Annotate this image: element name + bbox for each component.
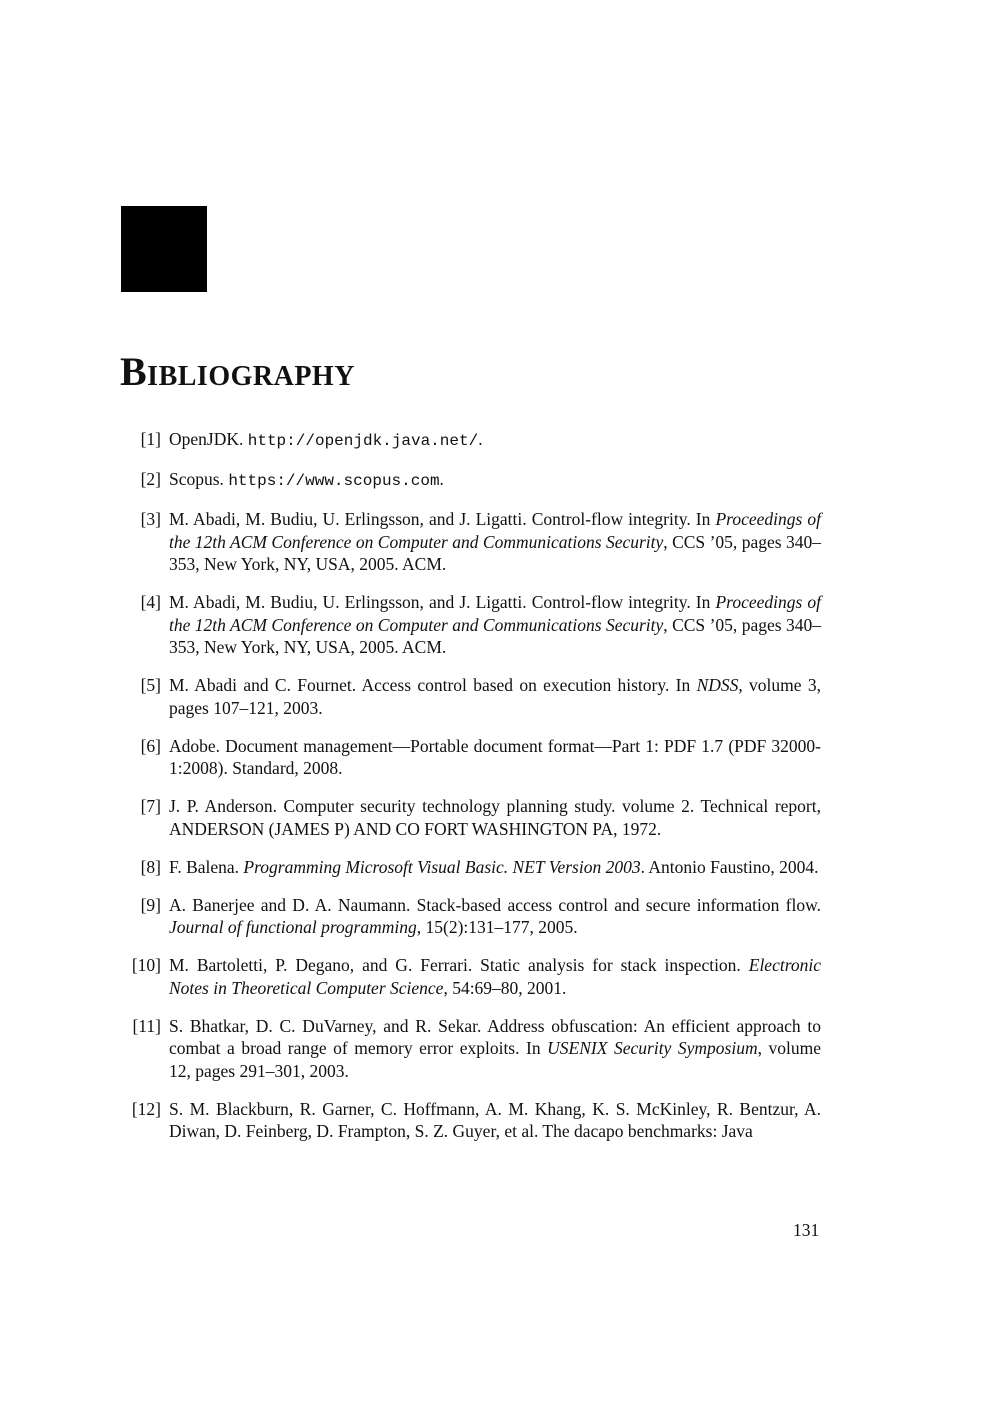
reference-text: F. Balena. Programming Microsoft Visual Basic. NET Version 2003. Antonio Faustino, 2004. [169, 856, 819, 877]
reference-venue: Proceedings of the 12th ACM Conference on Computer and Communications Security [169, 592, 821, 635]
reference-item [121, 894, 821, 939]
reference-number: [2] [140, 469, 161, 489]
page-number: 131 [793, 1220, 820, 1240]
chapter-marker-block [121, 206, 207, 292]
reference-text: M. Abadi, M. Budiu, U. Erlingsson, and J. Ligatti. Control-flow integrity. In Proceedings of the 12th ACM Conference on Computer and Communications Security, CCS ’05, pages 340–353, New York, NY, USA, 2005. ACM. [169, 592, 822, 657]
reference-item [121, 508, 821, 576]
reference-text: S. M. Blackburn, R. Garner, C. Hoffmann, A. M. Khang, K. S. McKinley, R. Bentzur, A. Diwan, D. Feinberg, D. Frampton, S. Z. Guyer, et al. The dacapo benchmarks: Java [169, 1098, 821, 1141]
reference-item [121, 795, 821, 840]
reference-text: S. Bhatkar, D. C. DuVarney, and R. Sekar. Address obfuscation: An efficient approach to combat a broad range of memory error exploits. In USENIX Security Symposium, volume 12, pages 291–301, 2003. [169, 1015, 822, 1081]
reference-number: [5] [140, 675, 161, 695]
reference-text: M. Bartoletti, P. Degano, and G. Ferrari. Static analysis for stack inspection. Electronic Notes in Theoretical Computer Science, 54:69–80, 2001. [169, 955, 821, 998]
reference-text: Scopus. https://www.scopus.com. [169, 469, 444, 490]
reference-text: J. P. Anderson. Computer security technology planning study. volume 2. Technical report, ANDERSON (JAMES P) AND CO FORT WASHINGTON PA, 1972. [169, 796, 821, 839]
reference-number: [11] [132, 1015, 161, 1036]
reference-item [121, 856, 821, 879]
reference-url[interactable]: https://www.scopus.com [228, 472, 440, 490]
reference-list [121, 428, 821, 1158]
reference-item [121, 1098, 821, 1143]
reference-number: [12] [131, 1098, 161, 1119]
reference-item [121, 591, 821, 659]
reference-item [121, 954, 821, 999]
reference-text: M. Abadi, M. Budiu, U. Erlingsson, and J. Ligatti. Control-flow integrity. In Proceedings of the 12th ACM Conference on Computer and Communications Security, CCS ’05, pages 340–353, New York, NY, USA, 2005. ACM. [169, 509, 822, 574]
reference-venue: Programming Microsoft Visual Basic. NET Version 2003 [243, 856, 641, 877]
chapter-title: Bibliography [120, 349, 355, 394]
reference-venue: NDSS [696, 675, 739, 695]
reference-number: [10] [131, 955, 161, 975]
reference-text: M. Abadi and C. Fournet. Access control based on execution history. In NDSS, volume 3, pages 107–121, 2003. [169, 675, 821, 718]
reference-number: [6] [140, 735, 161, 756]
reference-item [121, 468, 821, 493]
reference-item [121, 428, 821, 453]
reference-venue: Journal of functional programming [169, 917, 417, 937]
reference-text: Adobe. Document management—Portable document format—Part 1: PDF 1.7 (PDF 32000-1:2008). Standard, 2008. [169, 735, 821, 778]
reference-number: [7] [140, 796, 161, 816]
reference-number: [4] [140, 592, 161, 612]
reference-item [121, 1015, 821, 1083]
reference-text: OpenJDK. http://openjdk.java.net/. [169, 429, 483, 450]
reference-text: A. Banerjee and D. A. Naumann. Stack-based access control and secure information flow. Journal of functional programming, 15(2):131–177, 2005. [169, 894, 821, 937]
reference-venue: Electronic Notes in Theoretical Computer Science [169, 955, 821, 998]
reference-number: [8] [140, 856, 161, 877]
reference-url[interactable]: http://openjdk.java.net/ [247, 432, 479, 450]
reference-item [121, 674, 821, 719]
reference-number: [3] [140, 509, 161, 529]
reference-item [121, 735, 821, 780]
reference-number: [1] [140, 429, 161, 449]
reference-venue: USENIX Security Symposium [547, 1038, 758, 1058]
reference-number: [9] [140, 894, 161, 915]
reference-venue: Proceedings of the 12th ACM Conference on Computer and Communications Security [169, 509, 821, 552]
